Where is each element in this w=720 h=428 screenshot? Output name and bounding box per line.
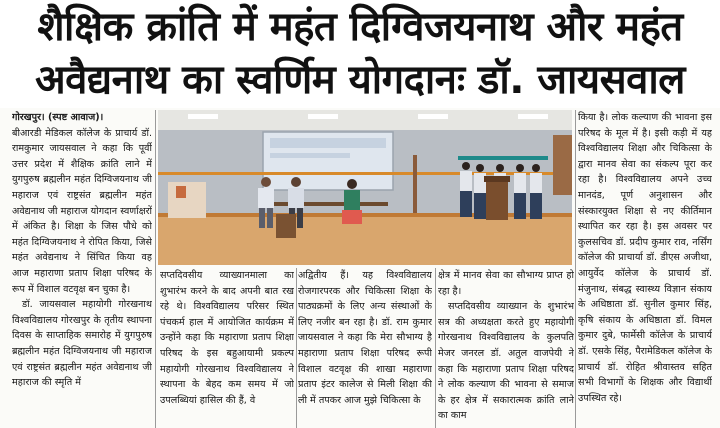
paragraph: सप्तदिवसीय व्याख्यान के शुभारंभ सत्र की अध्यक्षता करते हुए महायोगी गोरखनाथ विश्वविद्यालय के कुलपति मेजर जनरल डॉ. अतुल वाजपेयी ने कहा कि महाराणा प्रताप शिक्षा परिषद ने लोक कल्याण की भावना से समाज के हर क्षेत्र में सकारात्मक क्रांति लाने का काम — [438, 301, 574, 422]
column-divider — [575, 110, 576, 428]
headline — [0, 0, 720, 108]
column-divider — [155, 110, 156, 428]
paragraph: क्षेत्र में मानव सेवा का सौभाग्य प्राप्त हो रहा है। — [438, 270, 574, 297]
article-column-3 — [298, 268, 432, 428]
paragraph: डॉ. जायसवाल महायोगी गोरखनाथ विश्वविद्यालय गोरखपुर के तृतीय स्थापना दिवस के साप्ताहिक समारोह में युगपुरुष ब्रह्मलीन महंत दिग्विजयनाथ जी महाराज एवं राष्ट्रसंत ब्रह्मलीन महंत अवेद्यनाथ जी महाराज की स्मृति में — [12, 299, 152, 389]
column-divider — [296, 268, 297, 428]
article-column-5 — [578, 110, 712, 428]
column-divider — [435, 268, 436, 428]
article-column-1 — [12, 110, 152, 428]
dateline: गोरखपुर। (स्पष्ट आवाज)। — [12, 112, 104, 123]
paragraph: सप्तदिवसीय व्याख्यानमाला का शुभारंभ करने के बाद अपनी बात रख रहे थे। विश्वविद्यालय परिसर स्थित पंचकर्म हाल में आयोजित कार्यक्रम में उन्होंने कहा कि महाराणा प्रताप शिक्षा परिषद के इस बहुआयामी प्रकल्प महायोगी गोरखनाथ विश्वविद्यालय ने स्थापना के बेहद कम समय में जो उपलब्धियां हासिल की हैं, वे — [160, 270, 294, 406]
article-column-2 — [160, 268, 294, 428]
headline-line-2: अवैद्यनाथ का स्वर्णिम योगदानः डॉ. जायसवाल — [35, 57, 685, 103]
paragraph: बीआरडी मेडिकल कॉलेज के प्राचार्य डॉ. रामकुमार जायसवाल ने कहा कि पूर्वी उत्तर प्रदेश में शैक्षिक क्रांति लाने में युगपुरुष ब्रह्मलीन महंत दिग्विजयनाथ जी महाराज एवं राष्ट्रसंत ब्रह्मलीन महंत अवेद्यनाथ जी महाराज योगदान स्वर्णाक्षरों में अंकित है। शिक्षा के जिस पौधे को महंत दिग्विजयनाथ ने रोपित किया, जिसे महंत अवेद्यनाथ ने सिंचित किया वह आज महाराणा प्रताप शिक्षा परिषद के रूप में विशाल वटवृक्ष बन चुका है। — [12, 127, 152, 295]
paragraph: अद्वितीय हैं। यह विश्वविद्यालय रोजगारपरक और चिकित्सा शिक्षा के पाठ्यक्रमों के लिए अन्य संस्थाओं के लिए नजीर बन रहा है। डॉ. राम कुमार जायसवाल ने कहा कि मेरा सौभाग्य है महाराणा प्रताप शिक्षा परिषद रूपी विशाल वटवृक्ष की शाखा महाराणा प्रताप इंटर कालेज से मिली शिक्षा की ली में तपकर आज मुझे चिकित्सा के — [298, 270, 432, 406]
event-photo — [158, 110, 572, 265]
headline-line-1: शैक्षिक क्रांति में महंत दिग्विजयनाथ और महंत — [37, 4, 683, 50]
article-column-4 — [438, 268, 574, 428]
paragraph: किया है। लोक कल्याण की भावना इस परिषद के मूल में है। इसी कड़ी में यह विश्वविद्यालय शिक्षा और चिकित्सा के द्वारा मानव सेवा का संकल्प पूरा कर रहा है। विश्वविद्यालय अपने उच्च मानदंड, पूर्ण अनुशासन और संस्कारयुक्त शिक्षा से नए कीर्तिमान स्थापित कर रहा है। इस अवसर पर कुलसचिव डॉ. प्रदीप कुमार राव, नर्सिंग कॉलेज की प्राचार्या डॉ. डीएस अजीथा, आयुर्वेद कॉलेज के प्राचार्य डॉ. मंजुनाथ, संबद्ध स्वास्थ्य विज्ञान संकाय के अधिष्ठाता डॉ. सुनील कुमार सिंह, कृषि संकाय के अधिष्ठाता डॉ. विमल कुमार दुबे, फार्मेसी कॉलेज के प्राचार्य डॉ. एसके सिंह, पैरामेडिकल कॉलेज के प्राचार्य डॉ. रोहित श्रीवास्तव सहित सभी विभागों के शिक्षक और विद्यार्थी उपस्थित रहे। — [578, 112, 712, 404]
